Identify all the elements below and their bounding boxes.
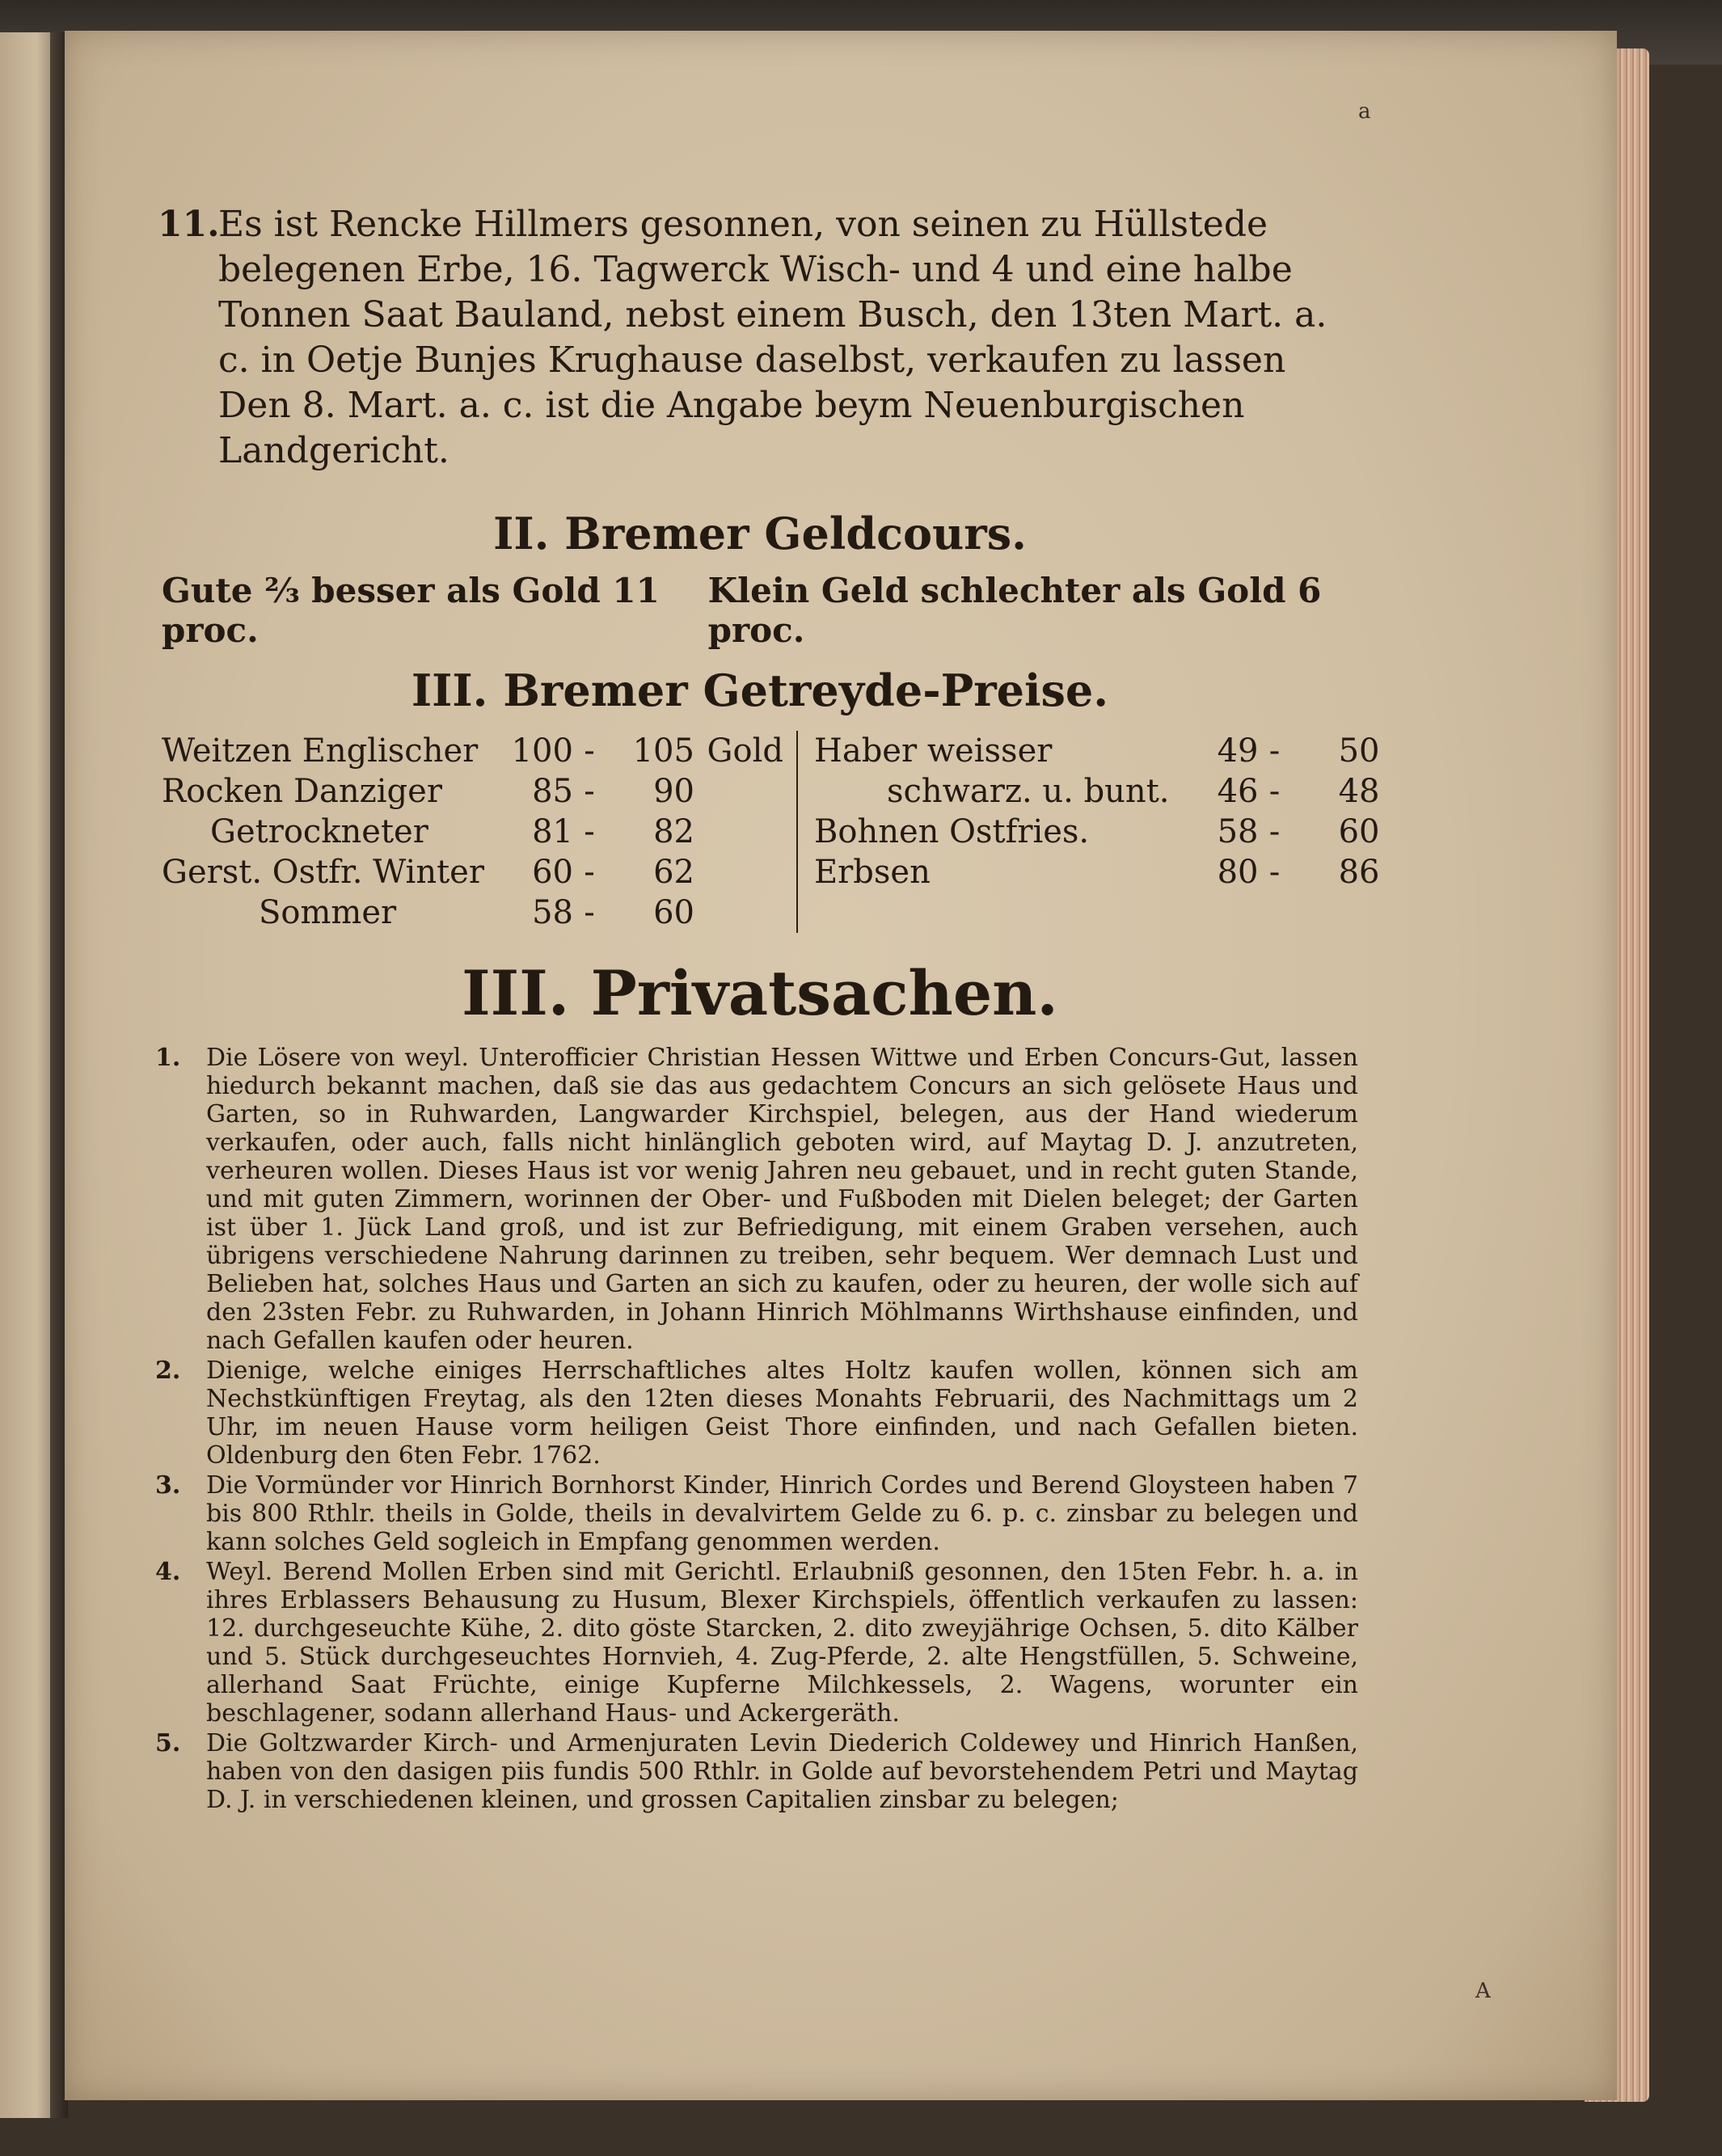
grain-sep: -	[1268, 813, 1281, 850]
grain-row	[162, 771, 783, 812]
grain-sep: -	[584, 894, 595, 931]
privatsachen-heading: III. Privatsachen.	[462, 957, 1058, 1029]
grain-name: Sommer	[259, 894, 397, 931]
grain-sep: -	[584, 732, 595, 770]
grain-row	[162, 892, 783, 933]
grain-price-high: 50	[1338, 732, 1380, 770]
grain-price-low: 46	[1217, 773, 1259, 810]
grain-sep: -	[584, 773, 595, 810]
page-content	[155, 202, 1380, 1816]
grain-price-low: 85	[532, 773, 573, 810]
getreyde-heading: III. Bremer Getreyde-Preise.	[411, 665, 1109, 716]
geldcours-gute: Gute ⅔ besser als Gold 11 proc.	[162, 571, 660, 650]
grain-row	[814, 852, 1380, 892]
item-text: Weyl. Berend Mollen Erben sind mit Gerichtl. Erlaubniß gesonnen, den 15ten Febr. h. a. in ihres Erblassers Behausung zu Husum, Blexer Kirchspiels, öffentlich verkaufen zu lassen: 12. durchgeseuchte Kühe, 2. dito göste Starcken, 2. dito zweyjährige Ochsen, 5. dito Kälber und 5. Stück durchgeseuchtes Hornvieh, 4. Zug-Pferde, 2. alte Hengstfüllen, 5. Schweine, allerhand Saat Früchte, einige Kupferne Milchkessels, 2. Wagens, worunter ein beschlagener, sodann allerhand Haus- und Ackergeräth.	[206, 1558, 1358, 1728]
item-number: 1.	[155, 1044, 181, 1072]
item-text: Die Goltzwarder Kirch- und Armenjuraten Levin Diederich Coldewey und Hinrich Hanßen, haben von den dasigen piis fundis 500 Rthlr. in Golde auf bevorstehendem Petri und Maytag D. J. in verschiedenen kleinen, und grossen Capitalien zinsbar zu belegen;	[206, 1729, 1358, 1814]
grain-name: schwarz. u. bunt.	[886, 773, 1170, 810]
item-text: Die Vormünder vor Hinrich Bornhorst Kinder, Hinrich Cordes und Berend Gloysteen haben 7 bis 800 Rthlr. theils in Golde, theils in devalvirtem Gelde zu 6. p. c. zinsbar zu belegen und kann solches Geld sogleich in Empfang genommen werden.	[206, 1471, 1358, 1556]
grain-price-high: 86	[1338, 854, 1380, 891]
item-text: Dienige, welche einiges Herrschaftliches altes Holtz kaufen wollen, können sich am Nechstkünftigen Freytag, als den 12ten dieses Monahts Februarii, des Nachmittags um 2 Uhr, im neuen Hause vorm heiligen Geist Thore einfinden, und nach Gefallen bieten. Oldenburg den 6ten Febr. 1762.	[206, 1356, 1358, 1470]
list-item	[155, 1729, 1358, 1814]
page-bottom-mark: A	[1475, 1979, 1491, 2003]
item-number: 3.	[155, 1471, 181, 1500]
grain-right-column	[798, 731, 1380, 933]
grain-unit: Gold	[707, 732, 783, 770]
grain-price-low: 60	[532, 854, 573, 891]
grain-unit	[694, 852, 783, 892]
grain-unit	[694, 771, 783, 812]
grain-row	[162, 731, 783, 771]
page-corner-mark: a	[1358, 99, 1371, 124]
geldcours-klein: Klein Geld schlechter als Gold 6 proc.	[707, 571, 1322, 650]
grain-left-column	[162, 731, 798, 933]
grain-price-high: 60	[1338, 813, 1380, 850]
grain-row	[814, 731, 1380, 771]
grain-name: Bohnen Ostfries.	[813, 813, 1090, 850]
grain-sep: -	[584, 854, 595, 891]
grain-price-table	[162, 731, 1380, 933]
notice-number: 11.	[158, 204, 220, 245]
grain-row	[814, 771, 1380, 812]
grain-sep: -	[1268, 773, 1281, 810]
list-item	[155, 1044, 1358, 1355]
grain-price-high: 60	[653, 894, 694, 931]
list-item	[155, 1558, 1358, 1728]
list-item	[155, 1356, 1358, 1470]
grain-sep: -	[1268, 854, 1281, 891]
grain-price-high: 82	[653, 813, 694, 850]
privatsachen-list	[155, 1044, 1358, 1814]
list-item	[155, 1471, 1358, 1556]
notice-11	[158, 202, 1358, 474]
grain-name: Rocken Danziger	[162, 773, 442, 810]
grain-price-high: 105	[632, 732, 694, 770]
grain-price-low: 49	[1217, 732, 1259, 770]
grain-name: Gerst. Ostfr. Winter	[162, 854, 484, 891]
grain-row	[162, 852, 783, 892]
grain-price-high: 48	[1338, 773, 1380, 810]
grain-name: Haber weisser	[813, 732, 1053, 770]
grain-name: Erbsen	[813, 854, 931, 891]
item-number: 2.	[155, 1356, 181, 1385]
geldcours-row	[162, 571, 1358, 650]
grain-unit	[694, 812, 783, 852]
grain-sep: -	[584, 813, 595, 850]
grain-price-low: 100	[511, 732, 573, 770]
grain-name: Getrockneter	[210, 813, 428, 850]
grain-price-high: 90	[653, 773, 694, 810]
item-number: 5.	[155, 1729, 181, 1757]
grain-price-low: 58	[532, 894, 573, 931]
geldcours-heading: II. Bremer Geldcours.	[493, 508, 1027, 559]
grain-price-low: 81	[532, 813, 573, 850]
grain-price-low: 80	[1217, 854, 1259, 891]
item-text: Die Lösere von weyl. Unterofficier Christian Hessen Wittwe und Erben Concurs-Gut, lassen hiedurch bekannt machen, daß sie das aus gedachtem Concurs an sich gelösete Haus und Garten, so in Ruhwarden, Langwarder Kirchspiel, belegen, aus der Hand wiederum verkaufen, oder auch, falls nicht hinlänglich geboten wird, auf Maytag D. J. anzutreten, verheuren wollen. Dieses Haus ist vor wenig Jahren neu gebauet, und in recht guten Stande, und mit guten Zimmern, worinnen der Ober- und Fußboden mit Dielen beleget; der Garten ist über 1. Jück Land groß, und ist zur Befriedigung, mit einem Graben versehen, auch übrigens verschiedene Nahrung darinnen zu treiben, sehr bequem. Wer demnach Lust und Belieben hat, solches Haus und Garten an sich zu kaufen, oder zu heuren, der wolle sich auf den 23sten Febr. zu Ruhwarden, in Johann Hinrich Möhlmanns Wirthshause einfinden, und nach Gefallen kaufen oder heuren.	[206, 1044, 1358, 1355]
grain-price-low: 58	[1217, 813, 1259, 850]
grain-row	[814, 812, 1380, 852]
grain-name: Weitzen Englischer	[162, 732, 479, 770]
grain-row	[162, 812, 783, 852]
grain-unit	[694, 892, 783, 933]
notice-text: Es ist Rencke Hillmers gesonnen, von seinen zu Hüllstede belegenen Erbe, 16. Tagwerck Wisch- und 4 und eine halbe Tonnen Saat Bauland, nebst einem Busch, den 13ten Mart. a. c. in Oetje Bunjes Krughause daselbst, verkaufen zu lassen Den 8. Mart. a. c. ist die Angabe beym Neuenburgischen Landgericht.	[218, 204, 1327, 471]
grain-price-high: 62	[653, 854, 694, 891]
grain-sep: -	[1268, 732, 1281, 770]
item-number: 4.	[155, 1558, 181, 1586]
